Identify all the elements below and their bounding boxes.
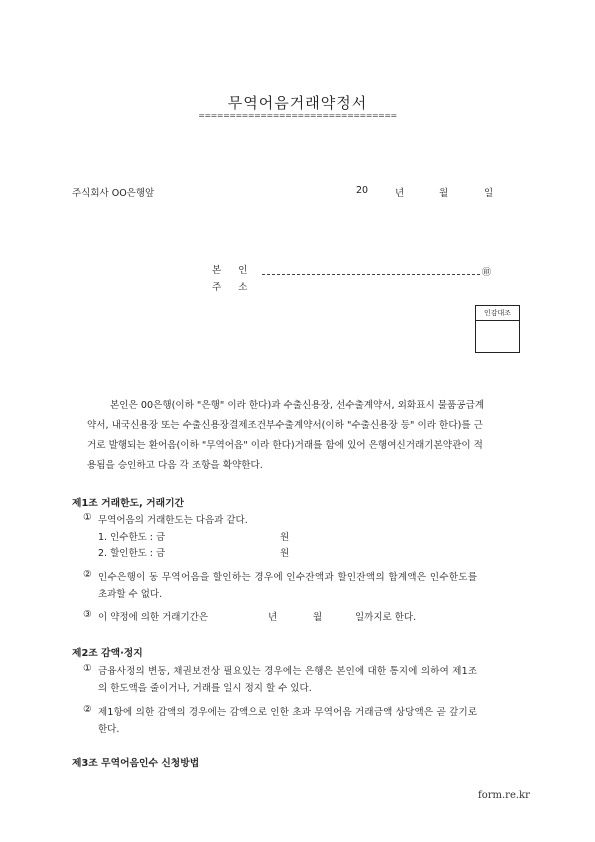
article1-item2-num: ②	[83, 569, 92, 580]
article1-item2-line1: 인수은행이 동 무역어음을 할인하는 경우에 인수잔액과 할인잔액의 합계액은 인수한도를	[98, 572, 478, 583]
date-month-label: 월	[439, 188, 449, 199]
article1-item3-text-a: 이 약정에 의한 거래기간은	[98, 612, 209, 623]
period-month-label: 월	[313, 612, 323, 623]
article2-item2-line2: 한다.	[98, 724, 120, 735]
intro-line-1: 본인은 00은행(이하 "은행" 이라 한다)과 수출신용장, 선수출계약서, 외화표시 물품공급계	[110, 400, 485, 411]
article2-item2-num: ②	[83, 704, 92, 715]
period-year-label: 년	[268, 612, 278, 623]
footer-source: form.re.kr	[478, 790, 530, 801]
article3-heading: 제3조 무역어음인수 신청방법	[72, 758, 200, 769]
seal-mark: ㊞	[482, 268, 492, 278]
document-title: 무역어음거래약정서	[227, 94, 368, 112]
article2-item1-line2: 의 한도액을 줄이거나, 거래를 일시 정지 할 수 있다.	[98, 683, 312, 694]
acceptance-limit-unit: 원	[280, 532, 290, 543]
signer-name-label: 본 인	[212, 265, 248, 276]
addressee: 주식회사 OO은행앞	[72, 188, 155, 199]
intro-line-4: 용됨을 승인하고 다음 각 조항을 확약한다.	[87, 460, 263, 471]
article2-heading: 제2조 감액·정지	[72, 648, 143, 659]
signer-address-label: 주 소	[212, 282, 248, 293]
article1-heading: 제1조 거래한도, 거래기간	[72, 498, 184, 509]
article1-item1-num: ①	[83, 512, 92, 523]
acceptance-limit-label: 1. 인수한도 : 금	[98, 532, 166, 543]
date-year-label: 년	[395, 188, 405, 199]
article2-item1-num: ①	[83, 663, 92, 674]
date-prefix: 20	[356, 185, 369, 196]
discount-limit-label: 2. 할인한도 : 금	[98, 548, 166, 559]
article1-item3-num: ③	[83, 609, 92, 620]
seal-box-label: 인감대조	[476, 306, 519, 321]
article2-item1-line1: 금융사정의 변동, 채권보전상 필요있는 경우에는 은행은 본인에 대한 통지에 의하여 제1조	[98, 666, 478, 677]
date-day-label: 일	[484, 188, 494, 199]
title-underline: ================================	[198, 111, 397, 120]
article1-item2-line2: 초과할 수 없다.	[98, 589, 163, 600]
intro-line-3: 거로 발행되는 환어음(이하 "무역어음" 이라 한다)거래를 함에 있어 은행여신거래기본약관이 적	[87, 440, 483, 451]
intro-line-2: 약서, 내국신용장 또는 수출신용장결제조건부수출계약서(이하 "수출신용장 등" 이라 한다)를 근	[87, 420, 483, 431]
article1-item3-text-b: 일까지로 한다.	[355, 612, 417, 623]
seal-verification-box	[475, 305, 520, 353]
discount-limit-unit: 원	[280, 548, 290, 559]
signature-line[interactable]	[262, 264, 480, 275]
article1-item1-text: 무역어음의 거래한도는 다음과 같다.	[98, 515, 248, 526]
article2-item2-line1: 제1항에 의한 감액의 경우에는 감액으로 인한 초과 무역어음 거래금액 상당액은 곧 갚기로	[98, 707, 478, 718]
